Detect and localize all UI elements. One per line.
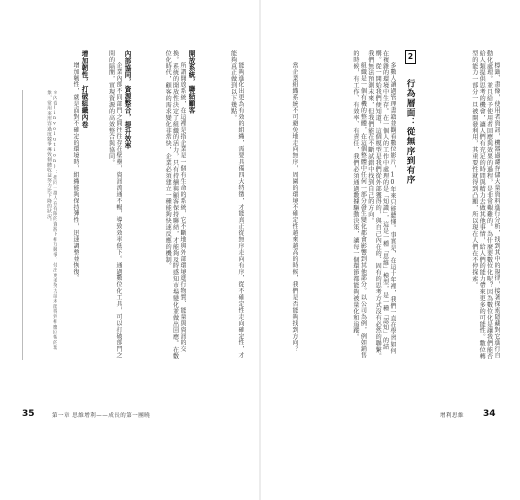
right-body-1-text: 多數人讀過管理書籍並觀看數位影片，10年來只能聽懂。事實是，在這十年裡，我們一直在學習如何在複雜的環境中生存。在一個人的工作中處理的是「知識」，這是一種「思維」模型，是一種「認知」的結構。從一開始我們便知道，這個模型是我們從外部獲得的，與自己內在的、固有的思考方式沒有必然的聯繫。我們無法預測未來，但我們能在不斷試錯中找到自己的方向。: [366, 50, 396, 360]
page-gutter: [259, 0, 261, 500]
subhead-open-system: 開放系統，聯結顧客: [187, 50, 195, 114]
left-body-1-text: 能夠進化出更為有效的組織，需要具備四大特徵，才能真正從無序走向有序，從不確定性走向確定性，才能夠真正做到以下幾點。: [229, 50, 244, 359]
footnote-box: [22, 90, 57, 360]
right-body-2-text: 組織是一個有機的整體，在這個整體中任何一部分發生變化都會影響到其他部分。以公司為例，例如銷售的時候，有工作、有效率、有責任，我們必須通過數據驅動決策，讓每一個環節都能夠被量化和追蹤。: [351, 50, 367, 359]
left-body-3-text: 企業內部不同部門之間往往存在壁壘，資訊流通不暢，導致效率低下。通過數位化工具，可以打破部門之間的隔閡，實現資源的高效整合與協同。: [107, 50, 122, 359]
left-body-3: [100, 50, 122, 360]
left-body-2: [136, 50, 186, 360]
right-body-1: [300, 50, 396, 360]
left-body-4: [65, 50, 79, 360]
intro-paragraph-text: 標籤、畫像，使用者資訊，機器過濾存儲大量資料進行分析，找到其中的規律，接著探索隱藏對它進行自動化處理。並且給予使用者回應與效果的過程，是非常艱難的。為什麼要數位化呢？因為數位化是讓我們能否給人類提供思考的機會，讓人們有充足的時間與精力去做其他事情，給人們的能力帶來更多的可能性。數位轉型的能力一部分一旦被開發利用，其重要性就得到凸顯，所以現在人們在不停探索。: [470, 50, 500, 360]
left-page-number: 35: [22, 409, 35, 419]
right-body-3-text: 當企業組織系統不可避免地走向無序，周圍的環境不確定性越來越高的時候，我們是否能夠找到方向？: [291, 62, 298, 353]
subhead-internal-collab: 內部協同，資源整合，提升效率: [123, 50, 131, 150]
left-body-1: [200, 50, 244, 360]
right-body-3: [270, 50, 298, 360]
right-running-head: 增利思維: [440, 413, 465, 419]
section-heading: [400, 50, 416, 220]
section-number: 2: [406, 52, 415, 62]
subhead-resilience: 增加韌性，打破組織內卷: [80, 50, 88, 129]
left-running-head: 第一章 思維增利——成長的第一團曉: [52, 413, 151, 419]
section-title: 行為層面：從無序到有序: [405, 79, 415, 185]
left-body-2-text: 所謂開放系統，在這裡是指企業是一個有生命的系統，它不斷地與外部環境進行物質、能量與資訊的交換。系統的開放性決定了組織的活力，只有持續與顧客保持聯結，才能夠及時感知市場變化並做出回應。在數位化時代，顧客的需求變化非常快，企業必須建立一種能夠快速反應的機制。: [164, 50, 186, 360]
left-body-4-text: 增加韌性，就是面對不確定的環境時，組織能夠保持彈性，迅速調整並恢復。: [72, 62, 79, 282]
intro-paragraph: [420, 50, 500, 360]
right-page-number: 34: [483, 409, 496, 419]
footnote-text: ＊內卷(involution)：指同一群人在有限的資源下相互競爭，付出更多努力卻未能得到相應回報的現象，常用來形容過度競爭導致個體收益努力比下降的狀況。: [46, 90, 57, 350]
